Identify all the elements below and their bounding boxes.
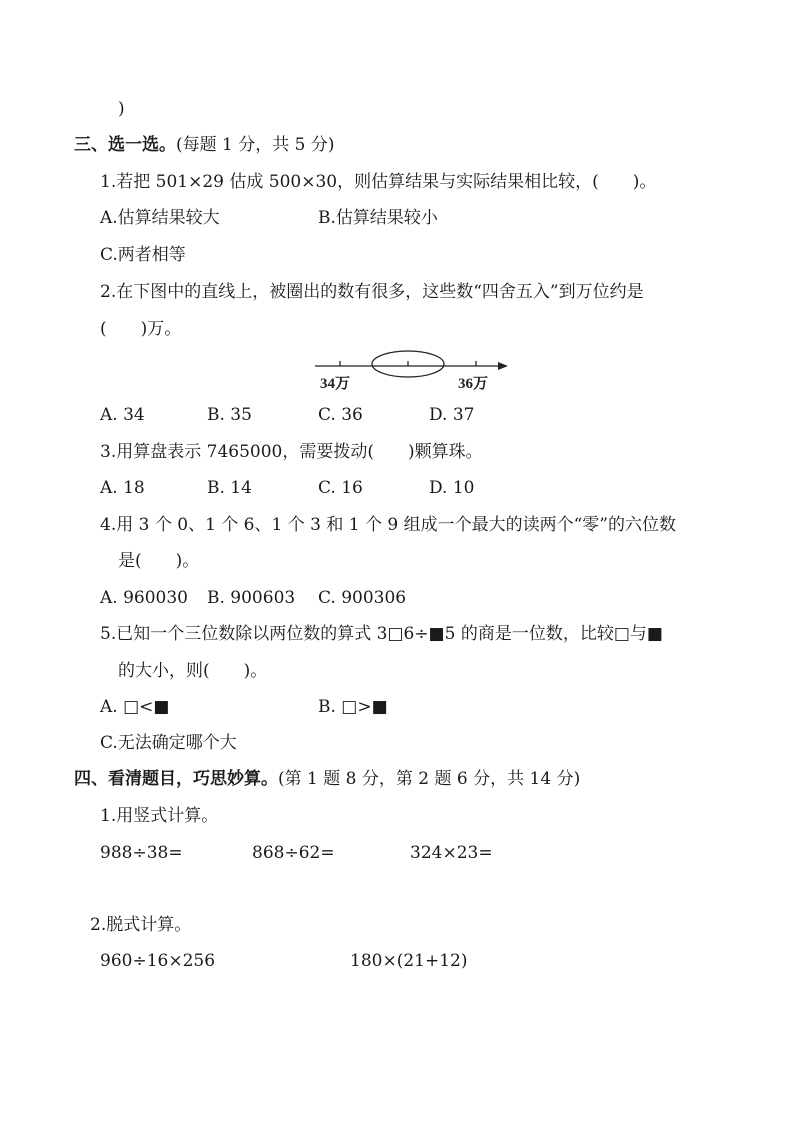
s4-q1-item-3: 324×23= xyxy=(410,843,493,863)
q1-option-c: C.两者相等 xyxy=(100,245,186,265)
q2-stem-line1: 2.在下图中的直线上，被圈出的数有很多，这些数“四舍五入”到万位约是 xyxy=(100,282,644,302)
q2-option-d: D. 37 xyxy=(429,405,475,425)
s4-q2-stem: 2.脱式计算。 xyxy=(90,915,192,935)
q4-option-b: B. 900603 xyxy=(207,588,296,608)
q2-option-b: B. 35 xyxy=(207,405,252,425)
q2-option-c: C. 36 xyxy=(318,405,363,425)
s4-q1-item-2: 868÷62= xyxy=(252,843,335,863)
q3-option-a: A. 18 xyxy=(100,478,145,498)
q3-option-d: D. 10 xyxy=(429,478,475,498)
q3-option-c: C. 16 xyxy=(318,478,363,498)
q5-option-b: B. □>■ xyxy=(318,697,388,717)
s4-q1-item-1: 988÷38= xyxy=(100,843,183,863)
q1-option-b: B.估算结果较小 xyxy=(318,208,438,228)
label-36wan: 36万 xyxy=(458,376,489,392)
number-line-figure xyxy=(300,350,520,395)
s4-q1-stem: 1.用竖式计算。 xyxy=(100,806,219,826)
carry-over-paren: ) xyxy=(118,99,125,119)
section4-note: (第 1 题 8 分，第 2 题 6 分，共 14 分) xyxy=(278,769,581,789)
s4-q2-item-1: 960÷16×256 xyxy=(100,951,216,971)
q5-option-a: A. □<■ xyxy=(100,697,170,717)
q5-stem-line2: 的大小，则( )。 xyxy=(118,661,268,681)
q1-stem: 1.若把 501×29 估成 500×30，则估算结果与实际结果相比较，( )。 xyxy=(100,172,657,192)
label-34wan: 34万 xyxy=(320,376,351,392)
q4-option-c: C. 900306 xyxy=(318,588,407,608)
q3-option-b: B. 14 xyxy=(207,478,252,498)
s4-q2-item-2: 180×(21+12) xyxy=(350,951,468,971)
q3-stem: 3.用算盘表示 7465000，需要拨动( )颗算珠。 xyxy=(100,442,483,462)
section4-title: 四、看清题目，巧思妙算。 xyxy=(74,769,278,789)
q5-option-c: C.无法确定哪个大 xyxy=(100,733,237,753)
q2-stem-line2: ( )万。 xyxy=(100,319,182,339)
section3-note: (每题 1 分，共 5 分) xyxy=(176,135,335,155)
q2-option-a: A. 34 xyxy=(100,405,145,425)
section3-title: 三、选一选。 xyxy=(74,135,176,155)
q4-stem-line2: 是( )。 xyxy=(118,551,200,571)
q4-stem-line1: 4.用 3 个 0、1 个 6、1 个 3 和 1 个 9 组成一个最大的读两个“零”的六位数 xyxy=(100,515,676,535)
number-line-arrow xyxy=(498,362,508,370)
q5-stem-line1: 5.已知一个三位数除以两位数的算式 3□6÷■5 的商是一位数，比较□与■ xyxy=(100,624,663,644)
q4-option-a: A. 960030 xyxy=(100,588,188,608)
section3-heading xyxy=(74,134,335,156)
section4-heading xyxy=(74,768,580,790)
q1-option-a: A.估算结果较大 xyxy=(100,208,220,228)
